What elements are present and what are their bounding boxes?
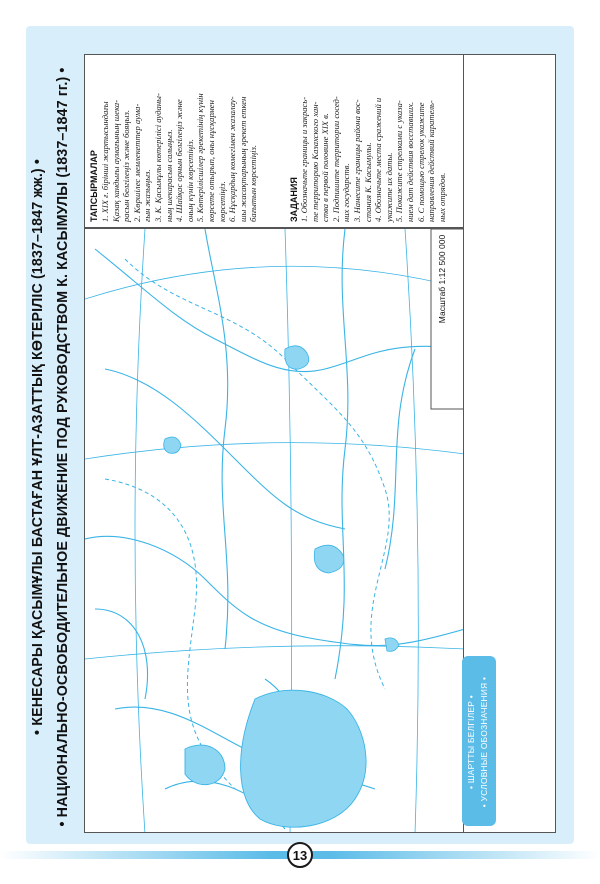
task-ru-item: 1. Обозначьте границы и закрась- bbox=[299, 96, 309, 222]
task-ru-item: ных отрядов. bbox=[436, 172, 447, 222]
task-ru-item: укажите их даты. bbox=[383, 152, 394, 222]
legend-label-kz: • ШАРТТЫ БЕЛГІЛЕР • bbox=[466, 695, 476, 789]
tasks-ru-list bbox=[299, 96, 447, 222]
task-ru-item: 3. Нанесите границы района вос- bbox=[351, 99, 362, 222]
legend-label-ru: • УСЛОВНЫЕ ОБОЗНАЧЕНИЯ • bbox=[479, 676, 489, 808]
task-kz-item: шы жасақтарының әрекет еткен bbox=[237, 96, 248, 222]
title-russian: • НАЦИОНАЛЬНО-ОСВОБОДИТЕЛЬНОЕ ДВИЖЕНИЕ ПОД РУКОВОДСТВОМ К. КАСЫМУЛЫ (1837–1847 гг.) • bbox=[55, 67, 71, 827]
task-ru-item: нием дат действия восставших. bbox=[404, 101, 415, 222]
task-kz-item: 3. К. Қасымұлы көтерілісі ауданы- bbox=[152, 93, 163, 222]
tasks-kz-list bbox=[100, 93, 259, 222]
task-kz-item: расын белгілеңіз және бояңыз. bbox=[121, 110, 132, 222]
task-kz-item: көрсетіңіз. bbox=[216, 181, 227, 222]
tasks-ru-heading-visible: ЗАДАНИЯ bbox=[289, 177, 299, 222]
task-kz-item: 4. Шайқас орнын белгілеңіз және bbox=[174, 99, 185, 222]
task-ru-item: те территорию Казахского хан- bbox=[309, 101, 320, 222]
task-ru-item: ства в первой половине XIX в. bbox=[320, 113, 331, 222]
task-ru-item: 6. С помощью стрелок укажите bbox=[415, 102, 426, 222]
task-ru-item: направления действий каратель- bbox=[426, 100, 437, 222]
task-kz-item: 6. Нұсқардың көмегімен жазалау- bbox=[227, 96, 238, 222]
task-kz-item: көрсете отырып, оны нұсқармен bbox=[205, 100, 216, 222]
task-kz-item: ғын жазыңыз. bbox=[142, 169, 153, 222]
task-kz-item: Қазақ хандығы аумағының шека- bbox=[110, 99, 121, 222]
task-ru-item: стания К. Касымулы. bbox=[362, 142, 373, 222]
task-ru-item: 2. Подпишите территории сосед- bbox=[330, 96, 341, 222]
task-kz-item: 5. Көтерілісшілер әрекетінің күнін bbox=[195, 93, 206, 222]
task-kz-item: 2. Көршілес мемлекеттер аума- bbox=[131, 103, 142, 222]
task-kz-item: бағытын көрсетіңіз. bbox=[248, 145, 259, 222]
task-ru-item: них государств. bbox=[341, 163, 352, 222]
tasks-kz-heading: ТАПСЫРМАЛАР bbox=[89, 150, 99, 222]
task-kz-item: ның шекарасын салыңыз. bbox=[163, 129, 174, 222]
title-kazakh: • КЕНЕСАРЫ ҚАСЫМҰЛЫ БАСТАҒАН ҰЛТ-АЗАТТЫҚ КӨТЕРІЛІС (1837–1847 жж.) • bbox=[30, 159, 46, 735]
map-panel bbox=[84, 228, 464, 833]
page-number: 13 bbox=[287, 842, 313, 868]
task-ru-item: 5. Покажите стрелками с указа- bbox=[394, 100, 405, 222]
task-kz-item: 1. XIX ғ. бірінші жартысындағы bbox=[100, 101, 110, 222]
task-ru-item: 4. Обозначьте места сражений и bbox=[373, 97, 384, 222]
contour-map bbox=[85, 229, 464, 833]
map-scale: Масштаб 1:12 500 000 bbox=[437, 234, 447, 324]
task-kz-item: оның күнін көрсетіңіз. bbox=[184, 139, 195, 222]
